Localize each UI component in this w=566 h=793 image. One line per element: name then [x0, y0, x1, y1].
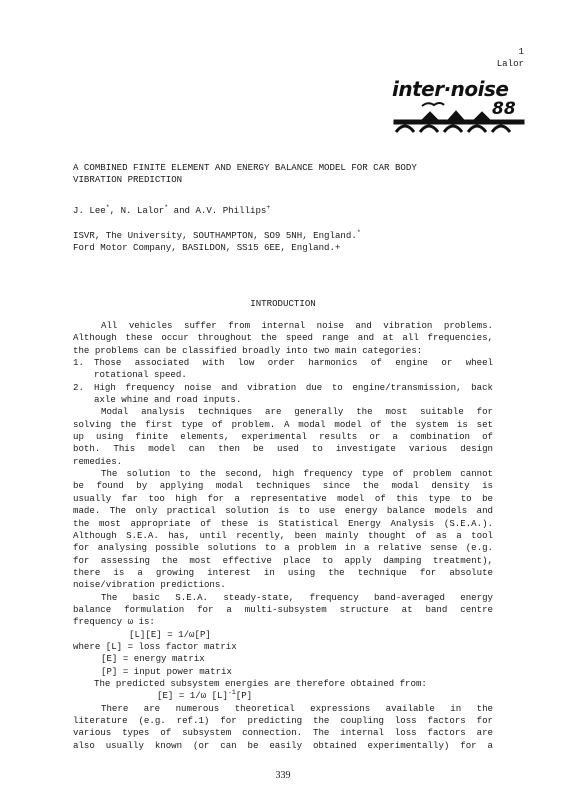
- text-line: noise/vibration predictions.: [73, 579, 226, 591]
- affiliation-mark: +: [266, 204, 271, 211]
- text-line: where [L] = loss factor matrix: [73, 640, 237, 652]
- affiliations: [73, 230, 361, 255]
- text-line: various types of subsystem connection. The internal loss factors are: [73, 727, 493, 739]
- text-line: solving the first type of problem. A modal model of the system is set: [73, 418, 493, 430]
- running-author: Lalor: [496, 58, 524, 69]
- logo-text: inter·noise: [392, 77, 509, 101]
- text-line: also usually known (or can be easily obtained experimentally) for a: [73, 739, 493, 751]
- list-number: 2.: [73, 381, 84, 393]
- title-line: VIBRATION PREDICTION: [73, 174, 183, 186]
- text-line: Modal analysis techniques are generally the most suitable for: [101, 406, 493, 418]
- text-line: balance formulation for a multi-subsystem structure at band centre: [73, 603, 493, 615]
- text-line: both. This model can then be used to investigate various design: [73, 443, 493, 455]
- section-heading: INTRODUCTION: [250, 298, 316, 309]
- author-name: J. Lee: [73, 205, 106, 216]
- text-line: there is a growing interest in using the technique for absolute: [73, 566, 493, 578]
- text-line: the problems can be classified broadly into two main categories:: [73, 344, 423, 356]
- equation-part: [E] = 1/ω [L]: [157, 690, 228, 702]
- paper-title: [73, 162, 493, 187]
- list-text: Those associated with low order harmonics of engine or wheel: [94, 357, 493, 369]
- body-text: [73, 320, 493, 752]
- page-mark: 1: [518, 46, 524, 57]
- text-line: be found by applying modal techniques since the modal density is: [73, 480, 493, 492]
- affiliation-line: Ford Motor Company, BASILDON, SS15 6EE, England.+: [73, 242, 341, 254]
- title-line: A COMBINED FINITE ELEMENT AND ENERGY BALANCE MODEL FOR CAR BODY: [73, 162, 417, 173]
- list-number: 1.: [73, 357, 84, 369]
- equation-exponent: -1: [227, 689, 236, 697]
- text-line: made. The only practical solution is to use energy balance models and: [73, 505, 493, 517]
- text-line: The solution to the second, high frequency type of problem cannot: [101, 468, 493, 480]
- author-name: and A.V. Phillips: [173, 205, 267, 216]
- list-text: High frequency noise and vibration due to engine/transmission, back: [94, 381, 493, 393]
- text-line: Although these occur throughout the speed range and at all frequencies,: [73, 332, 493, 344]
- list-item: [73, 357, 493, 369]
- text-line: Although S.E.A. has, until recently, been mainly thought of as a tool: [73, 529, 493, 541]
- page-number: 339: [275, 770, 291, 781]
- equation-part: [P]: [235, 690, 253, 702]
- text-line: The basic S.E.A. steady-state, frequency band-averaged energy: [101, 591, 493, 603]
- text-line: All vehicles suffer from internal noise and vibration problems.: [101, 320, 493, 331]
- equation: [L][E] = 1/ω[P]: [129, 628, 211, 640]
- text-line: the most appropriate of these is Statistical Energy Analysis (S.E.A.).: [73, 517, 493, 529]
- text-line: up using finite elements, experimental results or a combination of: [73, 431, 493, 443]
- text-line: There are numerous theoretical expressions available in the: [101, 702, 493, 714]
- text-line: frequency ω is:: [73, 616, 155, 628]
- list-item: [73, 382, 493, 394]
- text-line: The predicted subsystem energies are therefore obtained from:: [94, 677, 427, 689]
- text-line: for assessing the most effective place to apply damping treatment),: [73, 554, 493, 566]
- text-line: for analysing possible solutions to a problem in a relative sense (e.g.: [73, 542, 493, 554]
- equation: [73, 690, 493, 702]
- affiliation-mark: *: [105, 204, 110, 211]
- text-line: [E] = energy matrix: [101, 653, 205, 665]
- affiliation-text: ISVR, The University, SOUTHAMPTON, SO9 5NH, England.: [73, 230, 357, 241]
- text-line: [P] = input power matrix: [101, 665, 232, 677]
- affiliation-line: [73, 230, 361, 242]
- internoise-logo: [392, 76, 526, 138]
- text-line: axle whine and road inputs.: [94, 394, 242, 406]
- affiliation-mark: *: [164, 204, 169, 211]
- affiliation-mark: *: [356, 229, 361, 236]
- text-line: usually far too high for a representative model of this type to be: [73, 492, 493, 504]
- text-line: rotational speed.: [94, 369, 187, 381]
- text-line: literature (e.g. ref.1) for predicting the coupling loss factors for: [73, 715, 493, 726]
- text-line: remedies.: [73, 455, 123, 467]
- authors: [73, 205, 270, 217]
- logo-year: 88: [492, 99, 516, 119]
- author-name: , N. Lalor: [109, 205, 165, 216]
